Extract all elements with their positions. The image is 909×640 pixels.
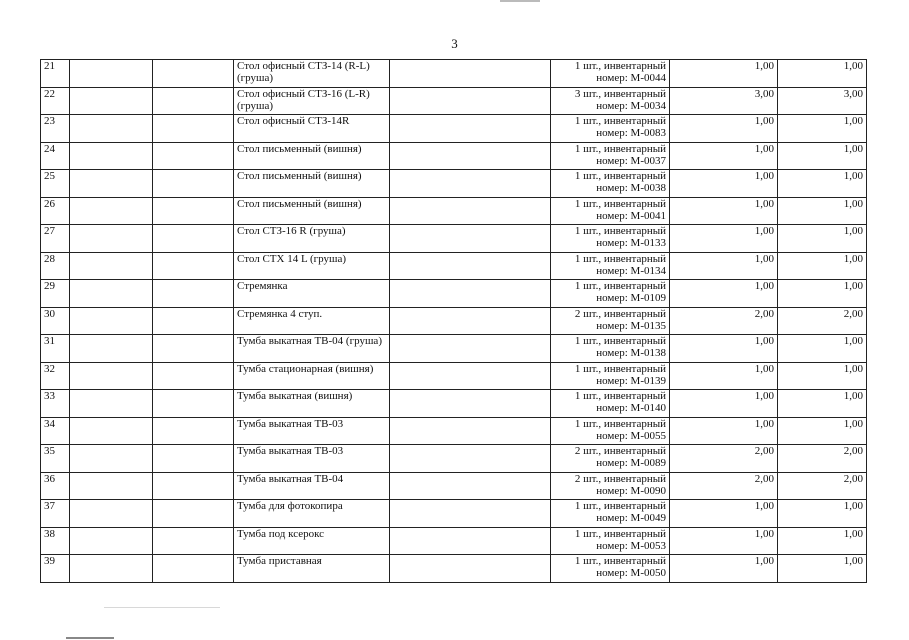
item-value-2: 1,00 [778,335,867,363]
empty-cell [153,417,234,445]
row-number: 21 [41,60,70,88]
item-name: Тумба стационарная (вишня) [234,362,390,390]
item-value-1: 1,00 [670,500,778,528]
item-name: Тумба выкатная (вишня) [234,390,390,418]
item-quantity: 1 шт., инвентарный номер: М-0053 [551,527,670,555]
row-number: 28 [41,252,70,280]
item-value-2: 1,00 [778,197,867,225]
page-number: 3 [451,36,458,51]
item-quantity: 1 шт., инвентарный номер: М-0050 [551,555,670,583]
empty-cell [390,252,551,280]
item-value-1: 2,00 [670,307,778,335]
item-value-2: 1,00 [778,115,867,143]
item-value-1: 3,00 [670,87,778,115]
item-value-1: 1,00 [670,362,778,390]
empty-cell [70,60,153,88]
item-value-1: 1,00 [670,170,778,198]
empty-cell [153,445,234,473]
empty-cell [390,307,551,335]
table-row [41,225,867,253]
table-row [41,60,867,88]
row-number: 23 [41,115,70,143]
item-quantity: 3 шт., инвентарный номер: М-0034 [551,87,670,115]
empty-cell [390,500,551,528]
row-number: 25 [41,170,70,198]
item-quantity: 1 шт., инвентарный номер: М-0134 [551,252,670,280]
table-row [41,362,867,390]
empty-cell [70,500,153,528]
empty-cell [70,417,153,445]
empty-cell [153,555,234,583]
item-name: Стол СТЗ-16 R (груша) [234,225,390,253]
empty-cell [70,197,153,225]
item-value-1: 2,00 [670,445,778,473]
item-value-2: 1,00 [778,280,867,308]
item-value-1: 1,00 [670,142,778,170]
empty-cell [70,115,153,143]
table-row [41,280,867,308]
row-number: 35 [41,445,70,473]
item-value-2: 2,00 [778,472,867,500]
item-name: Стол СТХ 14 L (груша) [234,252,390,280]
item-quantity: 1 шт., инвентарный номер: М-0049 [551,500,670,528]
empty-cell [390,170,551,198]
item-name: Тумба для фотокопира [234,500,390,528]
table-row [41,527,867,555]
empty-cell [70,225,153,253]
empty-cell [390,115,551,143]
empty-cell [390,445,551,473]
item-value-2: 1,00 [778,390,867,418]
row-number: 37 [41,500,70,528]
item-value-2: 2,00 [778,307,867,335]
table-row [41,390,867,418]
table-row [41,555,867,583]
item-quantity: 1 шт., инвентарный номер: М-0133 [551,225,670,253]
item-name: Тумба выкатная ТВ-03 [234,445,390,473]
row-number: 30 [41,307,70,335]
row-number: 34 [41,417,70,445]
table-row [41,472,867,500]
item-quantity: 1 шт., инвентарный номер: М-0138 [551,335,670,363]
item-name: Стол офисный СТЗ-14 (R-L) (груша) [234,60,390,88]
table-row [41,500,867,528]
scan-bottom-mark [66,637,114,639]
item-value-1: 1,00 [670,197,778,225]
row-number: 31 [41,335,70,363]
empty-cell [153,115,234,143]
empty-cell [153,225,234,253]
item-quantity: 1 шт., инвентарный номер: М-0038 [551,170,670,198]
item-value-1: 2,00 [670,472,778,500]
empty-cell [153,60,234,88]
empty-cell [153,335,234,363]
row-number: 24 [41,142,70,170]
table-row [41,417,867,445]
item-quantity: 2 шт., инвентарный номер: М-0089 [551,445,670,473]
empty-cell [390,472,551,500]
item-value-2: 1,00 [778,60,867,88]
table-row [41,335,867,363]
item-value-1: 1,00 [670,60,778,88]
table-row [41,445,867,473]
item-name: Тумба под ксерокс [234,527,390,555]
empty-cell [153,87,234,115]
item-value-1: 1,00 [670,335,778,363]
inventory-table [40,59,867,583]
item-quantity: 2 шт., инвентарный номер: М-0090 [551,472,670,500]
item-value-2: 1,00 [778,527,867,555]
inventory-table-body [41,60,867,583]
item-name: Стол офисный СТЗ-14R [234,115,390,143]
empty-cell [153,252,234,280]
row-number: 22 [41,87,70,115]
item-quantity: 1 шт., инвентарный номер: М-0055 [551,417,670,445]
item-value-1: 1,00 [670,527,778,555]
table-row [41,252,867,280]
item-quantity: 1 шт., инвентарный номер: М-0083 [551,115,670,143]
row-number: 32 [41,362,70,390]
item-value-2: 1,00 [778,417,867,445]
item-value-1: 1,00 [670,417,778,445]
empty-cell [153,170,234,198]
item-value-1: 1,00 [670,390,778,418]
item-value-2: 1,00 [778,170,867,198]
item-name: Стол письменный (вишня) [234,197,390,225]
empty-cell [153,527,234,555]
table-row [41,115,867,143]
row-number: 39 [41,555,70,583]
item-quantity: 1 шт., инвентарный номер: М-0109 [551,280,670,308]
item-quantity: 2 шт., инвентарный номер: М-0135 [551,307,670,335]
empty-cell [70,445,153,473]
empty-cell [70,472,153,500]
row-number: 29 [41,280,70,308]
empty-cell [390,225,551,253]
row-number: 38 [41,527,70,555]
item-value-1: 1,00 [670,225,778,253]
empty-cell [153,500,234,528]
empty-cell [70,280,153,308]
table-row [41,197,867,225]
item-value-2: 3,00 [778,87,867,115]
empty-cell [390,60,551,88]
item-quantity: 1 шт., инвентарный номер: М-0139 [551,362,670,390]
row-number: 33 [41,390,70,418]
empty-cell [70,170,153,198]
item-name: Стремянка 4 ступ. [234,307,390,335]
empty-cell [70,527,153,555]
empty-cell [390,335,551,363]
empty-cell [70,142,153,170]
empty-cell [390,197,551,225]
item-name: Тумба приставная [234,555,390,583]
item-name: Стол письменный (вишня) [234,170,390,198]
empty-cell [70,307,153,335]
item-quantity: 1 шт., инвентарный номер: М-0044 [551,60,670,88]
empty-cell [390,142,551,170]
empty-cell [153,362,234,390]
item-value-1: 1,00 [670,115,778,143]
item-name: Стремянка [234,280,390,308]
empty-cell [70,362,153,390]
empty-cell [153,142,234,170]
table-row [41,307,867,335]
item-value-2: 1,00 [778,225,867,253]
row-number: 26 [41,197,70,225]
empty-cell [70,87,153,115]
item-name: Стол письменный (вишня) [234,142,390,170]
table-row [41,170,867,198]
scan-top-mark [500,0,540,2]
empty-cell [390,527,551,555]
empty-cell [390,280,551,308]
item-value-1: 1,00 [670,280,778,308]
empty-cell [390,390,551,418]
scan-faint-line [104,607,220,608]
empty-cell [70,555,153,583]
item-name: Тумба выкатная ТВ-04 (груша) [234,335,390,363]
item-value-2: 1,00 [778,362,867,390]
empty-cell [390,417,551,445]
table-row [41,87,867,115]
item-name: Тумба выкатная ТВ-03 [234,417,390,445]
empty-cell [70,390,153,418]
item-value-2: 1,00 [778,252,867,280]
item-quantity: 1 шт., инвентарный номер: М-0041 [551,197,670,225]
row-number: 27 [41,225,70,253]
empty-cell [390,87,551,115]
item-value-2: 1,00 [778,555,867,583]
row-number: 36 [41,472,70,500]
empty-cell [153,280,234,308]
empty-cell [153,307,234,335]
item-value-2: 2,00 [778,445,867,473]
empty-cell [70,335,153,363]
empty-cell [390,362,551,390]
item-name: Стол офисный СТЗ-16 (L-R) (груша) [234,87,390,115]
empty-cell [70,252,153,280]
item-name: Тумба выкатная ТВ-04 [234,472,390,500]
item-quantity: 1 шт., инвентарный номер: М-0037 [551,142,670,170]
table-row [41,142,867,170]
item-value-1: 1,00 [670,555,778,583]
item-value-2: 1,00 [778,142,867,170]
item-value-2: 1,00 [778,500,867,528]
empty-cell [390,555,551,583]
item-value-1: 1,00 [670,252,778,280]
item-quantity: 1 шт., инвентарный номер: М-0140 [551,390,670,418]
empty-cell [153,197,234,225]
empty-cell [153,472,234,500]
empty-cell [153,390,234,418]
